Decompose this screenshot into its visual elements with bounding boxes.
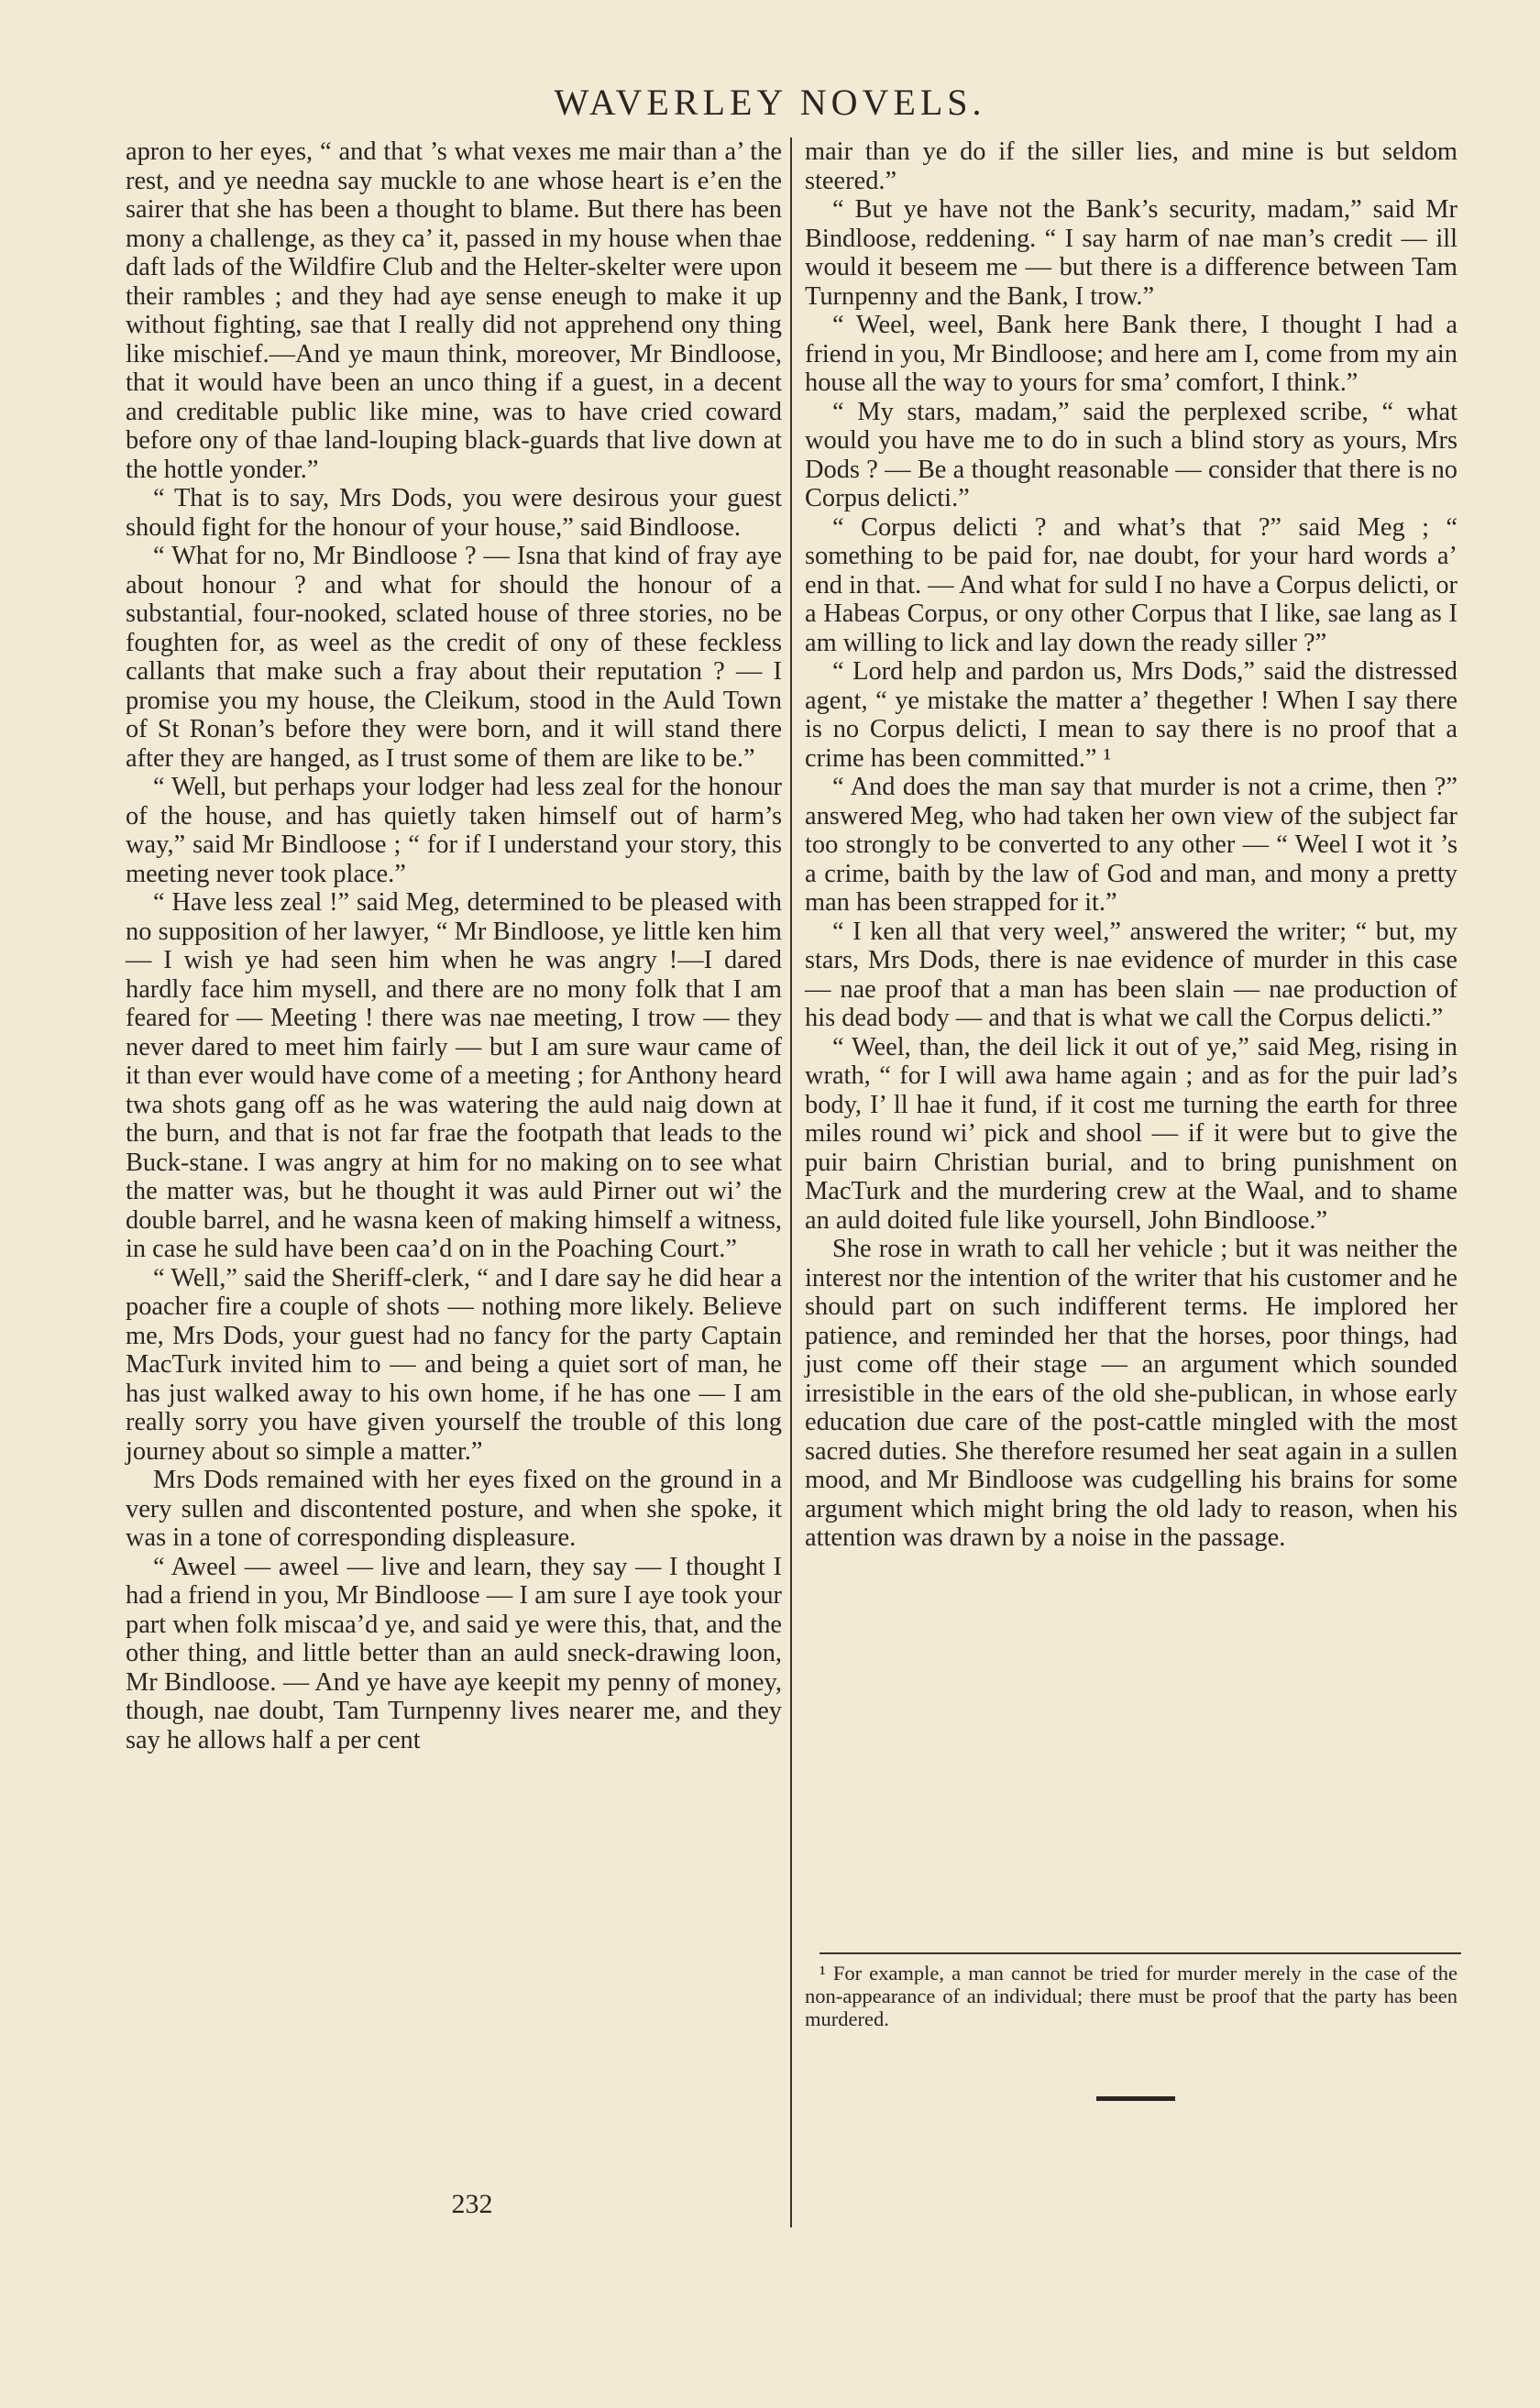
end-ornament-bar	[1096, 2096, 1175, 2101]
paragraph: mair than ye do if the siller lies, and mine is but seldom steered.”	[805, 137, 1458, 195]
paragraph: “ And does the man say that murder is not a crime, then ?” answered Meg, who had taken her own view of the subject far too strongly to be converted to any other — “ Weel I wot it ’s a crime, baith by the law of God and man, and mony a pretty man has been strapped for it.”	[805, 773, 1458, 917]
paragraph: apron to her eyes, “ and that ’s what vexes me mair than a’ the rest, and ye needna say muckle to ane whose heart is e’en the sairer that she has been a thought to blame. But there has been mony a challenge, as they ca’ it, passed in my house when thae daft lads of the Wildfire Club and the Helter-skelter were upon their rambles ; and they had aye sense eneugh to make it up without fighting, sae that I really did not apprehend ony thing like mischief.—And ye maun think, moreover, Mr Bindloose, that it would have been an unco thing if a guest, in a decent and creditable public like mine, was to have cried coward before ony of thae land-louping black-guards that live down at the hottle yonder.”	[126, 137, 782, 484]
paragraph: “ My stars, madam,” said the perplexed scribe, “ what would you have me to do in such a blind story as yours, Mrs Dods ? — Be a thought reasonable — consider that there is no Corpus delicti.”	[805, 397, 1458, 512]
paragraph: “ Lord help and pardon us, Mrs Dods,” said the distressed agent, “ ye mistake the matter a’ thegether ! When I say there is no Corpus delicti, I mean to say there is no proof that a crime has been committed.” ¹	[805, 657, 1458, 773]
paragraph: “ Well, but perhaps your lodger had less zeal for the honour of the house, and has quietly taken himself out of harm’s way,” said Mr Bindloose ; “ for if I understand your story, this meeting never took place.”	[126, 773, 782, 888]
footnote-rule	[820, 1952, 1461, 1954]
paragraph: “ I ken all that very weel,” answered the writer; “ but, my stars, Mrs Dods, there is nae evidence of murder in this case — nae proof that a man has been slain — nae production of his dead body — and that is what we call the Corpus delicti.”	[805, 917, 1458, 1032]
left-column	[126, 137, 782, 1754]
paragraph: “ Corpus delicti ? and what’s that ?” said Meg ; “ something to be paid for, nae doubt, for your hard words a’ end in that. — And what for suld I no have a Corpus delicti, or a Habeas Corpus, or ony other Corpus that I like, sae lang as I am willing to lick and lay down the ready siller ?”	[805, 512, 1458, 657]
running-head: WAVERLEY NOVELS.	[554, 82, 986, 123]
column-divider	[790, 137, 792, 2227]
paragraph: She rose in wrath to call her vehicle ; but it was neither the interest nor the intention of the writer that his customer and he should part on such indifferent terms. He implored her patience, and reminded her that the horses, poor things, had just come off their stage — an argument which sounded irresistible in the ears of the old she-publican, in whose early education due care of the post-cattle mingled with the most sacred duties. She therefore resumed her seat again in a sullen mood, and Mr Bindloose was cudgelling his brains for some argument which might bring the old lady to reason, when his attention was drawn by a noise in the passage.	[805, 1235, 1458, 1552]
page-number: 232	[451, 2189, 493, 2219]
paragraph: “ Weel, than, the deil lick it out of ye,” said Meg, rising in wrath, “ for I will awa hame again ; and as for the puir lad’s body, I’ ll hae it fund, if it cost me turning the earth for three miles round wi’ pick and shool — if it were but to give the puir bairn Christian burial, and to bring punishment on MacTurk and the murdering crew at the Waal, and to shame an auld doited fule like yoursell, John Bindloose.”	[805, 1032, 1458, 1235]
paragraph: Mrs Dods remained with her eyes fixed on the ground in a very sullen and discontented posture, and when she spoke, it was in a tone of corresponding displeasure.	[126, 1466, 782, 1552]
right-column	[805, 137, 1458, 1553]
paragraph: “ Aweel — aweel — live and learn, they say — I thought I had a friend in you, Mr Bindloose — I am sure I aye took your part when folk miscaa’d ye, and said ye were this, that, and the other thing, and little better than an auld sneck-drawing loon, Mr Bindloose. — And ye have aye keepit my penny of money, though, nae doubt, Tam Turnpenny lives nearer me, and they say he allows half a per cent	[126, 1552, 782, 1754]
footnote-text: ¹ For example, a man cannot be tried for murder merely in the case of the non-appearance of an individual; there must be proof that the party has been murdered.	[805, 1962, 1458, 2030]
paragraph: “ Well,” said the Sheriff-clerk, “ and I dare say he did hear a poacher fire a couple of shots — nothing more likely. Believe me, Mrs Dods, your guest had no fancy for the party Captain MacTurk invited him to — and being a quiet sort of man, he has just walked away to his own home, if he has one — I am really sorry you have given yourself the trouble of this long journey about so simple a matter.”	[126, 1263, 782, 1466]
footnote	[805, 1962, 1458, 2030]
paragraph: “ What for no, Mr Bindloose ? — Isna that kind of fray aye about honour ? and what for should the honour of a substantial, four-nooked, sclated house of three stories, no be foughten for, as weel as the credit of ony of these feckless callants that make such a fray about their reputation ? — I promise you my house, the Cleikum, stood in the Auld Town of St Ronan’s before they were born, and it will stand there after they are hanged, as I trust some of them are like to be.”	[126, 542, 782, 773]
paragraph: “ Have less zeal !” said Meg, determined to be pleased with no supposition of her lawyer, “ Mr Bindloose, ye little ken him — I wish ye had seen him when he was angry !—I dared hardly face him mysell, and there are no mony folk that I am feared for — Meeting ! there was nae meeting, I trow — they never dared to meet him fairly — but I am sure waur came of it than ever would have come of a meeting ; for Anthony heard twa shots gang off as he was watering the auld naig down at the burn, and that is not far frae the footpath that leads to the Buck-stane. I was angry at him for no making on to see what the matter was, but he thought it was auld Pirner out wi’ the double barrel, and he wasna keen of making himself a witness, in case he suld have been caa’d on in the Poaching Court.”	[126, 888, 782, 1263]
paragraph: “ But ye have not the Bank’s security, madam,” said Mr Bindloose, reddening. “ I say harm of nae man’s credit — ill would it beseem me — but there is a difference between Tam Turnpenny and the Bank, I trow.”	[805, 195, 1458, 311]
paragraph: “ Weel, weel, Bank here Bank there, I thought I had a friend in you, Mr Bindloose; and here am I, come from my ain house all the way to yours for sma’ comfort, I think.”	[805, 311, 1458, 397]
paragraph: “ That is to say, Mrs Dods, you were desirous your guest should fight for the honour of your house,” said Bindloose.	[126, 484, 782, 542]
